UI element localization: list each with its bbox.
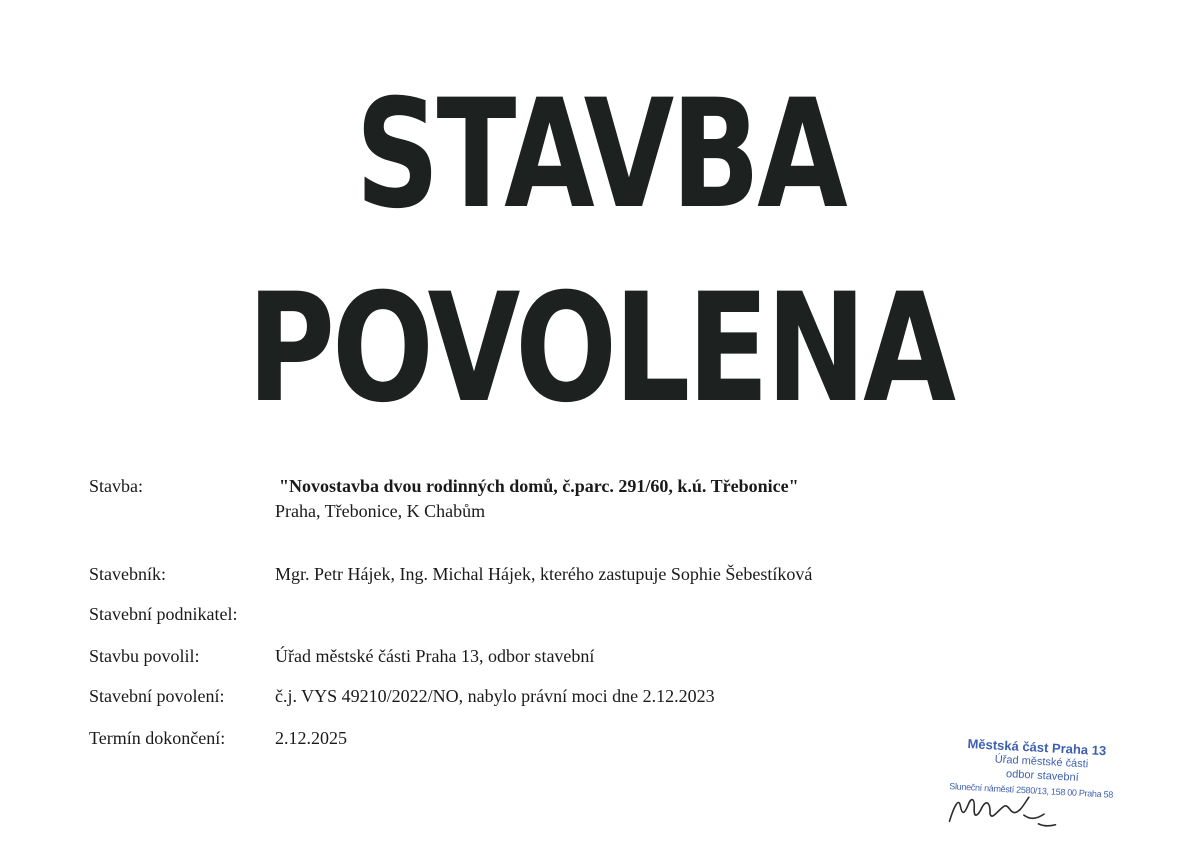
headline-stavba: STAVBA bbox=[355, 68, 845, 242]
label-povoleni: Stavební povolení: bbox=[89, 686, 225, 706]
official-stamp bbox=[943, 735, 1148, 845]
value-stavba-location: Praha, Třebonice, K Chabům bbox=[275, 501, 486, 521]
stamp-line-4: Sluneční náměstí 2580/13, 158 00 Praha 58 bbox=[949, 781, 1114, 800]
value-stavebnik: Mgr. Petr Hájek, Ing. Michal Hájek, kterého zastupuje Sophie Šebestíková bbox=[275, 564, 813, 584]
label-stavebnik: Stavebník: bbox=[89, 564, 166, 584]
label-termin: Termín dokončení: bbox=[89, 728, 226, 748]
headline-povolena: POVOLENA bbox=[247, 262, 953, 436]
value-stavba: "Novostavba dvou rodinných domů, č.parc. 291/60, k.ú. Třebonice" bbox=[279, 476, 799, 496]
signature-icon bbox=[943, 785, 1065, 836]
stamp-line-1: Městská část Praha 13 bbox=[967, 736, 1107, 759]
label-podnikatel: Stavební podnikatel: bbox=[89, 604, 238, 624]
value-termin: 2.12.2025 bbox=[275, 728, 347, 748]
label-stavba: Stavba: bbox=[89, 476, 143, 496]
value-povoleni: č.j. VYS 49210/2022/NO, nabylo právní moci dne 2.12.2023 bbox=[275, 686, 715, 706]
stamp-line-2: Úřad městské části bbox=[994, 753, 1089, 771]
value-povolil: Úřad městské části Praha 13, odbor stavební bbox=[275, 646, 595, 666]
label-povolil: Stavbu povolil: bbox=[89, 646, 200, 666]
stamp-line-3: odbor stavební bbox=[1005, 768, 1080, 784]
